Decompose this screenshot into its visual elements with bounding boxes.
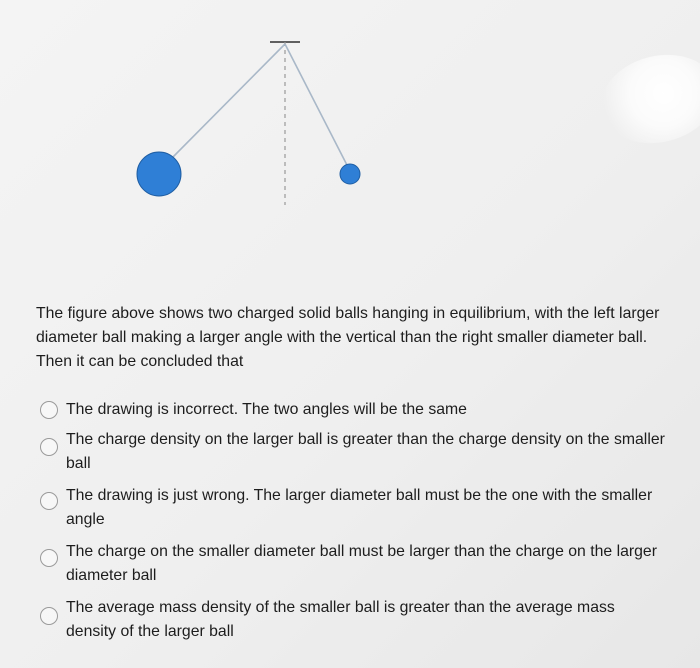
radio-button-icon[interactable] (40, 607, 58, 625)
small-ball (340, 164, 360, 184)
left-string (171, 44, 285, 159)
option-2[interactable] (36, 428, 670, 476)
question-text: The figure above shows two charged solid balls hanging in equilibrium, with the left larger diameter ball making a larger angle with the vertical than the right smaller diameter ball. Then it can be concluded that (36, 305, 660, 370)
radio-button-icon[interactable] (40, 401, 58, 419)
option-2-label: The charge density on the larger ball is greater than the charge density on the smaller ball (66, 431, 665, 472)
charged-balls-figure (0, 0, 700, 270)
option-4[interactable] (36, 540, 670, 588)
right-string (285, 44, 349, 169)
large-ball (137, 152, 181, 196)
option-4-label: The charge on the smaller diameter ball must be larger than the charge on the larger diameter ball (66, 543, 657, 584)
radio-button-icon[interactable] (40, 492, 58, 510)
radio-button-icon[interactable] (40, 438, 58, 456)
option-3[interactable] (36, 484, 670, 532)
option-3-label: The drawing is just wrong. The larger diameter ball must be the one with the smaller angle (66, 487, 653, 528)
option-5[interactable] (36, 596, 670, 644)
option-1-label: The drawing is incorrect. The two angles will be the same (66, 401, 467, 418)
option-5-label: The average mass density of the smaller ball is greater than the average mass density of the larger ball (66, 599, 615, 640)
option-1[interactable] (36, 398, 670, 422)
radio-button-icon[interactable] (40, 549, 58, 567)
answer-options (36, 398, 670, 652)
